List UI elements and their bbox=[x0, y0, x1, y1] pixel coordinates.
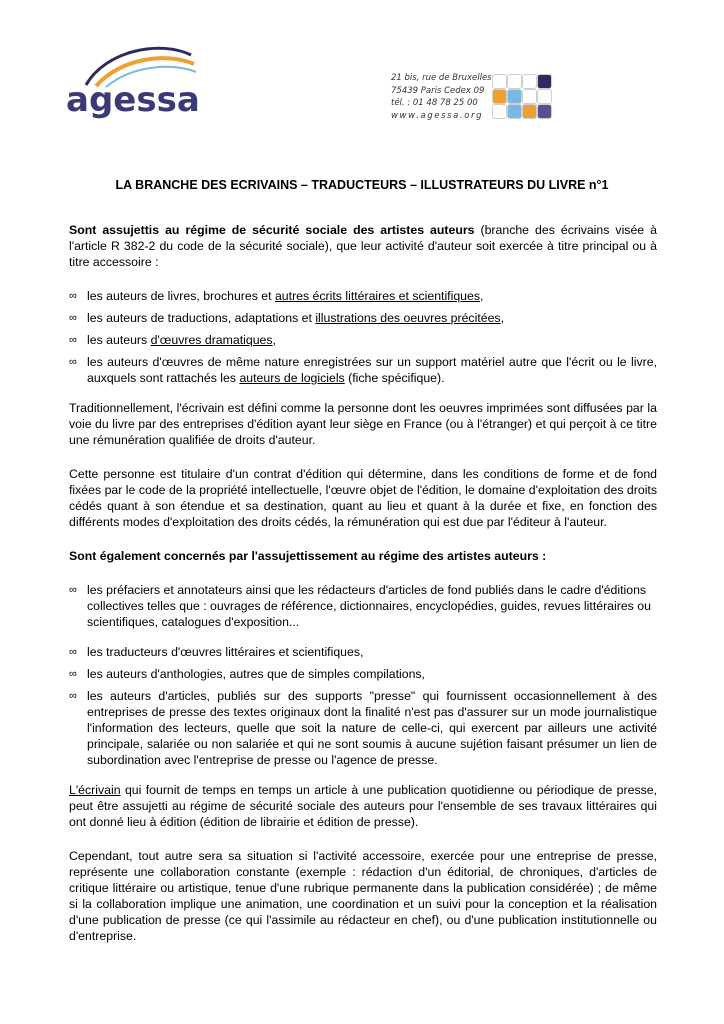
color-grid-icon bbox=[492, 74, 540, 122]
list-item-text: les auteurs d'articles, publiés sur des supports "presse" qui fournissent occasionnellement à des entreprises de presse des textes originaux dont la finalité n'est pas d'assurer sur un mode journalistique l'information des lecteurs, quelle que soit la nature de celle-ci, qui exercent par ailleurs une activité principale, salariée ou non salariée et qui ne sont soumis à aucune sujétion faisant présumer un lien de subordination avec l'entreprise de presse ou l'agence de presse. bbox=[87, 689, 657, 767]
grid-square bbox=[492, 74, 507, 89]
grid-square bbox=[522, 89, 537, 104]
bullet-icon: ∞ bbox=[69, 646, 77, 658]
list-concernes bbox=[69, 582, 657, 768]
address-block bbox=[391, 72, 492, 122]
grid-square bbox=[522, 74, 537, 89]
grid-square bbox=[492, 104, 507, 119]
paragraph-ecrivain bbox=[69, 782, 657, 830]
list-item-punct: , bbox=[272, 333, 276, 347]
intro-bold: Sont assujettis au régime de sécurité sociale des artistes auteurs bbox=[69, 223, 475, 237]
grid-square bbox=[492, 89, 507, 104]
list-item-text: les traducteurs d'œuvres littéraires et scientifiques, bbox=[87, 645, 364, 659]
subheading-egalement: Sont également concernés par l'assujettissement au régime des artistes auteurs : bbox=[69, 549, 547, 563]
grid-square bbox=[537, 104, 552, 119]
list-assujettis bbox=[69, 288, 657, 386]
list-item bbox=[69, 310, 657, 326]
address-phone: tél. : 01 48 78 25 00 bbox=[391, 98, 478, 108]
paragraph-cependant: Cependant, tout autre sera sa situation si l'activité accessoire, exercée pour une entreprise de presse, représente une collaboration constante (exemple : rédaction d'un éditorial, de chroniques, d'articles de critique littéraire ou artistique, tenue d'une rubrique permanente dans la publication considérée) ; de même si la collaboration implique une animation, une coordination et un suivi pour la conception et la réalisation d'une publication de presse (ce qui l'assimile au rédacteur en chef), ou d'une publication institutionnelle ou d'entreprise. bbox=[69, 849, 657, 943]
document-body bbox=[69, 222, 657, 962]
grid-square bbox=[537, 89, 552, 104]
bullet-icon: ∞ bbox=[69, 690, 77, 702]
grid-square bbox=[507, 104, 522, 119]
grid-square bbox=[507, 89, 522, 104]
paragraph-ecrivain-text: qui fournit de temps en temps un article à une publication quotidienne ou périodique de presse, peut être assujetti au régime de sécurité sociale des auteurs pour l'ensemble de ses travaux littéraires qui ont donné lieu à édition (édition de librairie et édition de presse). bbox=[69, 783, 657, 829]
bullet-icon: ∞ bbox=[69, 290, 77, 302]
list-item bbox=[69, 666, 657, 682]
list-item-text: les auteurs de traductions, adaptations et bbox=[87, 311, 316, 325]
address-website: www.agessa.org bbox=[391, 110, 484, 121]
link-autres-ecrits[interactable]: autres écrits littéraires et scientifiques bbox=[274, 289, 480, 303]
grid-square bbox=[537, 74, 552, 89]
grid-square bbox=[522, 104, 537, 119]
address-street: 21 bis, rue de Bruxelles bbox=[391, 73, 492, 83]
link-illustrations[interactable]: illustrations des oeuvres précitées bbox=[315, 311, 501, 325]
list-item bbox=[69, 582, 657, 630]
agessa-logo bbox=[66, 40, 201, 130]
list-item-text: les préfaciers et annotateurs ainsi que les rédacteurs d'articles de fond publiés dans le cadre d'éditions collectives telles que : ouvrages de référence, dictionnaires, encyclopédies, guides, revues littéraires ou scientifiques, catalogues d'exposition... bbox=[87, 583, 651, 629]
link-auteurs-logiciels[interactable]: auteurs de logiciels bbox=[239, 371, 345, 385]
list-item bbox=[69, 288, 657, 304]
intro-paragraph bbox=[69, 222, 657, 270]
list-item-text: les auteurs de livres, brochures et bbox=[87, 289, 275, 303]
grid-square bbox=[507, 74, 522, 89]
bullet-icon: ∞ bbox=[69, 334, 77, 346]
list-item bbox=[69, 332, 657, 348]
list-item bbox=[69, 644, 657, 660]
link-ecrivain[interactable]: L'écrivain bbox=[69, 783, 121, 797]
list-item-text: les auteurs d'œuvres de même nature enregistrées sur un support matériel autre que l'écrit ou le livre, auxquels sont rattachés les bbox=[87, 355, 657, 385]
page-title: LA BRANCHE DES ECRIVAINS – TRADUCTEURS – ILLUSTRATEURS DU LIVRE n°1 bbox=[115, 178, 609, 192]
paragraph-traditionnellement: Traditionnellement, l'écrivain est défini comme la personne dont les oeuvres imprimées sont diffusées par la voie du livre par des entreprises d'édition ayant leur siège en France (ou à l'étranger) et qui perçoit à ce titre une rémunération qualifiée de droits d'auteur. bbox=[69, 401, 657, 447]
bullet-icon: ∞ bbox=[69, 356, 77, 368]
intro-text: (branche des écrivains visée à l'article R 382-2 du code de la sécurité sociale), que leur activité d'auteur soit exercée à titre principal ou à titre accessoire : bbox=[69, 223, 657, 269]
list-item-text: les auteurs d'anthologies, autres que de simples compilations, bbox=[87, 667, 425, 681]
paragraph-contrat: Cette personne est titulaire d'un contrat d'édition qui détermine, dans les conditions de forme et de fond fixées par le code de la propriété intellectuelle, l'œuvre objet de l'édition, le domaine d'exploitation des droits cédés quant à son étendue et sa destination, quant au lieu et quant à la durée et fixe, en fonction des différents modes d'exploitation des droits cédés, la rémunération qui est due par l'éditeur à l'auteur. bbox=[69, 467, 657, 529]
list-item-punct: (fiche spécifique). bbox=[344, 371, 445, 385]
bullet-icon: ∞ bbox=[69, 312, 77, 324]
list-item bbox=[69, 354, 657, 386]
list-item-punct: , bbox=[480, 289, 484, 303]
bullet-icon: ∞ bbox=[69, 584, 77, 596]
link-oeuvres-dramatiques[interactable]: d'œuvres dramatiques bbox=[150, 333, 273, 347]
list-item bbox=[69, 688, 657, 768]
address-city: 75439 Paris Cedex 09 bbox=[391, 85, 485, 96]
list-item-text: les auteurs bbox=[87, 333, 151, 347]
logo-text: agessa bbox=[66, 80, 200, 120]
bullet-icon: ∞ bbox=[69, 668, 77, 680]
list-item-punct: , bbox=[500, 311, 504, 325]
